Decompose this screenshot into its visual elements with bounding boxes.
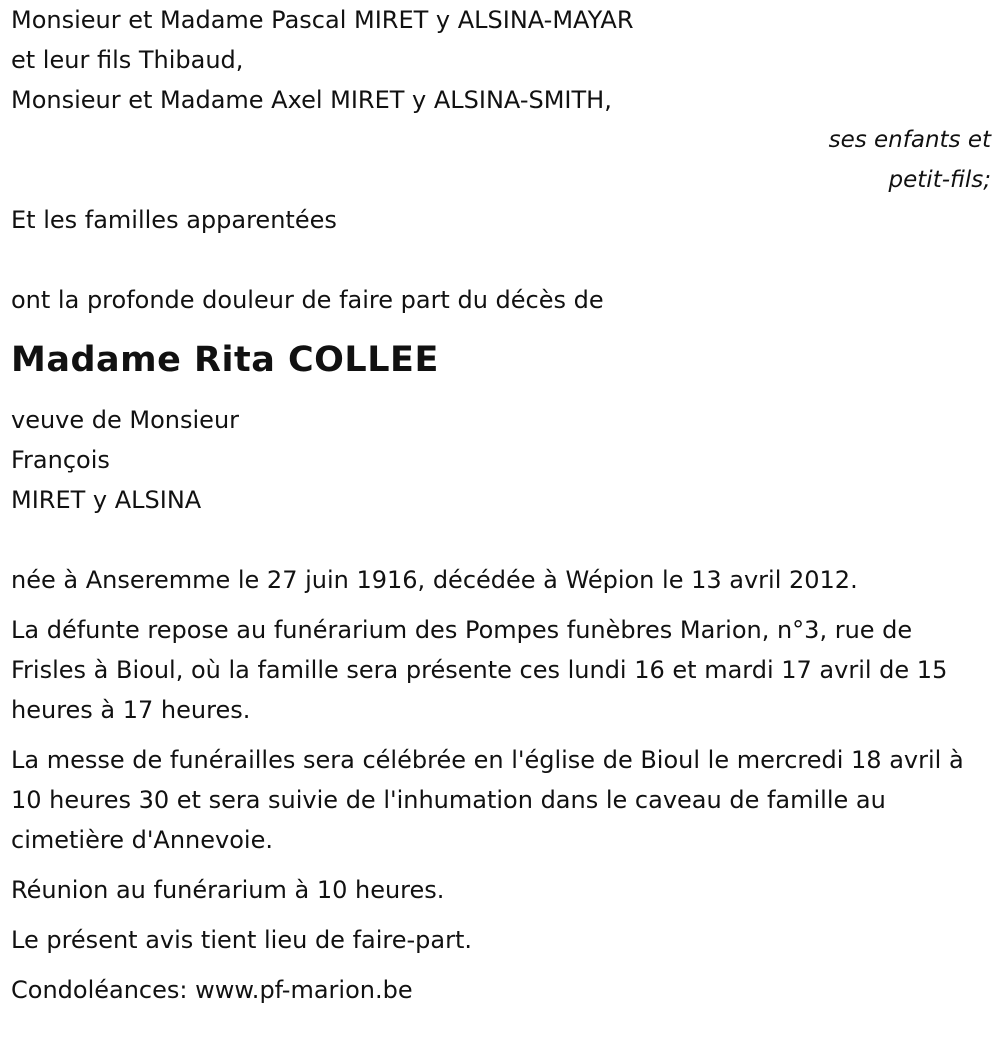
meeting-paragraph: Réunion au funérarium à 10 heures. — [11, 876, 445, 904]
deceased-name: Madame Rita COLLEE — [11, 340, 439, 380]
spacer — [11, 520, 991, 560]
widow-line-1: veuve de Monsieur — [11, 406, 240, 434]
family-line-3: Monsieur et Madame Axel MIRET y ALSINA-SMITH, — [11, 86, 612, 114]
relatives-line: Et les familles apparentées — [11, 206, 337, 234]
mass-paragraph: La messe de funérailles sera célébrée en l'église de Bioul le mercredi 18 avril à 10 heures 30 et sera suivie de l'inhumation dans le caveau de famille au cimetière d'Annevoie. — [11, 746, 964, 854]
birth-death-paragraph: née à Anseremme le 27 juin 1916, décédée à Wépion le 13 avril 2012. — [11, 566, 858, 594]
family-relation-2: petit-fils; — [888, 167, 991, 193]
widow-line-3: MIRET y ALSINA — [11, 486, 202, 514]
condolences-link[interactable]: www.pf-marion.be — [195, 976, 413, 1004]
family-line-1: Monsieur et Madame Pascal MIRET y ALSINA-MAYAR — [11, 6, 634, 34]
widow-line-2: François — [11, 446, 110, 474]
family-line-2: et leur fils Thibaud, — [11, 46, 244, 74]
announcement-line: ont la profonde douleur de faire part du décès de — [11, 286, 604, 314]
notice-paragraph: Le présent avis tient lieu de faire-part. — [11, 926, 473, 954]
family-relation-1: ses enfants et — [828, 127, 991, 153]
funerarium-paragraph: La défunte repose au funérarium des Pompes funèbres Marion, n°3, rue de Frisles à Bioul, où la famille sera présente ces lundi 16 et mardi 17 avril de 15 heures à 17 heures. — [11, 616, 948, 724]
condolences-label: Condoléances: — [11, 976, 188, 1004]
spacer — [11, 240, 991, 280]
condolences-paragraph — [11, 970, 991, 1010]
obituary-document — [11, 0, 991, 1010]
